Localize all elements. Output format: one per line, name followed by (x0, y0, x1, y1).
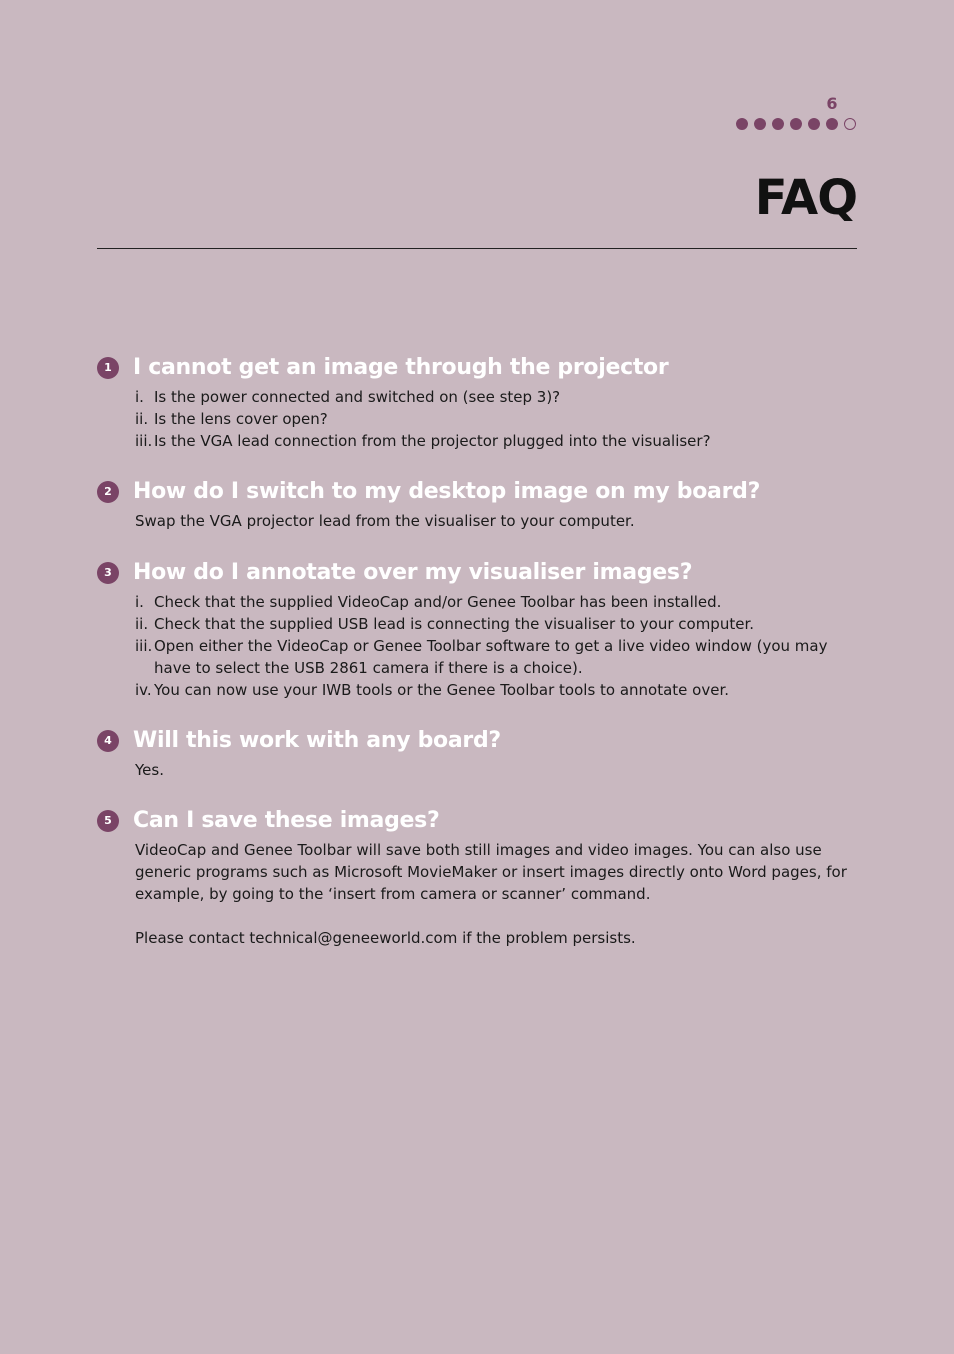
faq-item-2 (97, 479, 857, 532)
faq-answer (135, 759, 857, 781)
faq-number-badge: 4 (97, 730, 119, 752)
list-item: i. Check that the supplied VideoCap and/or Genee Toolbar has been installed. (135, 593, 722, 611)
faq-item-1 (97, 355, 857, 452)
page-title: FAQ (754, 170, 857, 226)
contact-text: Please contact technical@geneeworld.com if the problem persists. (135, 929, 636, 947)
faq-question-text: How do I switch to my desktop image on my board? (133, 479, 761, 504)
faq-answer (135, 839, 857, 949)
progress-dot-filled (826, 118, 838, 130)
page-number: 6 (826, 94, 838, 113)
faq-question (97, 808, 857, 833)
faq-answer-text: Swap the VGA projector lead from the visualiser to your computer. (135, 512, 635, 530)
list-item: ii. Is the lens cover open? (135, 410, 328, 428)
faq-question-text: I cannot get an image through the projector (133, 355, 669, 380)
faq-answer (135, 591, 857, 701)
list-item: iv. You can now use your IWB tools or the Genee Toolbar tools to annotate over. (135, 681, 730, 699)
progress-dot-filled (754, 118, 766, 130)
faq-answer (135, 510, 857, 532)
progress-dots (736, 118, 856, 130)
faq-item-3 (97, 560, 857, 701)
faq-number-badge: 2 (97, 481, 119, 503)
list-item: iii. Is the VGA lead connection from the projector plugged into the visualiser? (135, 432, 711, 450)
faq-question-text: How do I annotate over my visualiser images? (133, 560, 693, 585)
faq-answer-text: Yes. (135, 761, 164, 779)
faq-question-text: Can I save these images? (133, 808, 440, 833)
list-item: i. Is the power connected and switched on (see step 3)? (135, 388, 561, 406)
faq-item-4 (97, 728, 857, 781)
faq-question (97, 728, 857, 753)
faq-question (97, 560, 857, 585)
faq-question-text: Will this work with any board? (133, 728, 501, 753)
progress-dot-filled (808, 118, 820, 130)
title-divider (97, 248, 857, 249)
list-item: ii. Check that the supplied USB lead is connecting the visualiser to your computer. (135, 615, 754, 633)
progress-dot-filled (790, 118, 802, 130)
progress-dot-filled (736, 118, 748, 130)
faq-question (97, 355, 857, 380)
faq-item-5 (97, 808, 857, 949)
faq-answer (135, 386, 857, 452)
faq-question (97, 479, 857, 504)
faq-number-badge: 5 (97, 810, 119, 832)
faq-number-badge: 1 (97, 357, 119, 379)
faq-number-badge: 3 (97, 562, 119, 584)
list-item: iii. Open either the VideoCap or Genee Toolbar software to get a live video window (you may have to select the USB 2861 camera if there is a choice). (135, 637, 828, 677)
faq-answer-text: VideoCap and Genee Toolbar will save both still images and video images. You can also use generic programs such as Microsoft MovieMaker or insert images directly onto Word pages, for example, by going to the ‘insert from camera or scanner’ command. (135, 841, 847, 903)
progress-dot-filled (772, 118, 784, 130)
progress-dot-empty (844, 118, 856, 130)
